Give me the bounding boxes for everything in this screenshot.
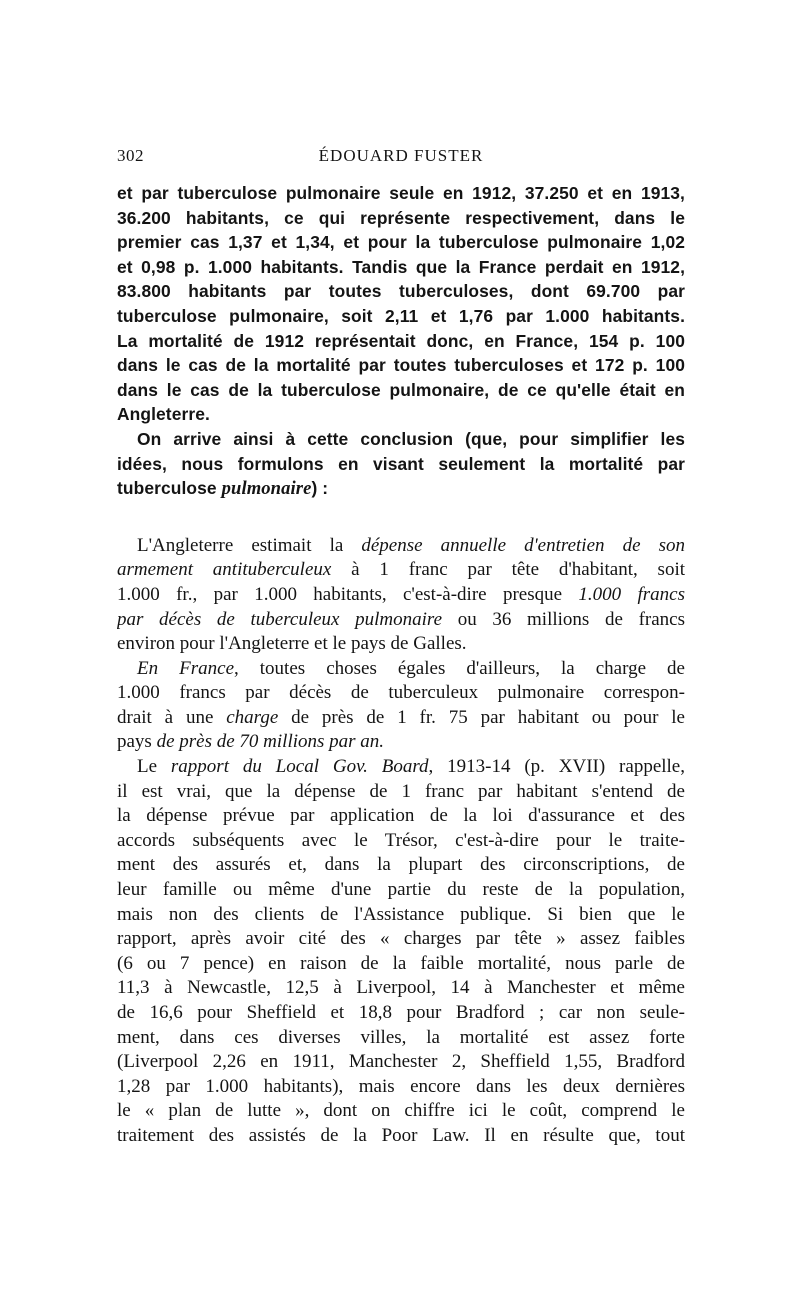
text-run: tuberculose bbox=[117, 478, 222, 499]
italic-run: 1.000 francs bbox=[578, 583, 685, 605]
italic-run: dépense annuelle d'entretien de son bbox=[361, 534, 685, 556]
text-line bbox=[117, 476, 685, 501]
text-line bbox=[117, 583, 685, 608]
text-line: (Liverpool 2,26 en 1911, Manchester 2, Sheffield 1,55, Bradford bbox=[117, 1051, 685, 1073]
section-gap bbox=[117, 501, 685, 534]
italic-run: armement antituberculeux bbox=[117, 559, 332, 581]
text-run: Le bbox=[137, 756, 171, 778]
text-line bbox=[117, 558, 685, 583]
text-line: 1,28 par 1.000 habitants), mais encore dans les deux dernières bbox=[117, 1075, 685, 1097]
text-line: idées, nous formulons en visant seulement la mortalité par bbox=[117, 453, 685, 474]
text-line: le « plan de lutte », dont on chiffre ici le coût, comprend le bbox=[117, 1100, 685, 1122]
text-line: leur famille ou même d'une partie du reste de la population, bbox=[117, 879, 685, 901]
text-line: rapport, après avoir cité des « charges par tête » assez faibles bbox=[117, 928, 685, 950]
text-line: ment des assurés et, dans la plupart des circonscriptions, de bbox=[117, 854, 685, 876]
italic-run: rapport du Local Gov. Board bbox=[170, 756, 429, 778]
text-line: Angleterre. bbox=[117, 404, 210, 425]
text-line: La mortalité de 1912 représentait donc, en France, 154 p. 100 bbox=[117, 330, 685, 351]
text-line: 11,3 à Newcastle, 12,5 à Liverpool, 14 à Manchester et même bbox=[117, 977, 685, 999]
page-header bbox=[117, 146, 685, 172]
italic-run: par décès de tuberculeux pulmonaire bbox=[117, 608, 443, 630]
text-run: L'Angleterre estimait la bbox=[137, 534, 362, 556]
section-regular-text bbox=[117, 534, 685, 1149]
text-line: et par tuberculose pulmonaire seule en 1912, 37.250 et en 1913, bbox=[117, 183, 685, 203]
text-line: On arrive ainsi à cette conclusion (que, pour simplifier les bbox=[137, 428, 685, 449]
text-line bbox=[117, 730, 685, 755]
page-body bbox=[117, 181, 685, 1149]
text-line: il est vrai, que la dépense de 1 franc par habitant s'entend de bbox=[117, 780, 685, 802]
text-run: , toutes choses égales d'ailleurs, la charge de bbox=[234, 657, 685, 679]
text-run: 1.000 fr., par 1.000 habitants, c'est-à-dire presque bbox=[117, 583, 579, 605]
text-line: environ pour l'Angleterre et le pays de Galles. bbox=[117, 633, 467, 655]
text-run: pays bbox=[117, 731, 157, 753]
text-run: ou 36 millions de francs bbox=[442, 608, 685, 630]
text-line: 1.000 francs par décès de tuberculeux pulmonaire correspon- bbox=[117, 682, 685, 704]
text-line bbox=[117, 657, 685, 682]
text-line: (6 ou 7 pence) en raison de la faible mortalité, nous parle de bbox=[117, 952, 685, 974]
text-line bbox=[117, 706, 685, 731]
text-line: et 0,98 p. 1.000 habitants. Tandis que la France perdait en 1912, bbox=[117, 256, 685, 277]
text-run: à 1 franc par tête d'habitant, soit bbox=[331, 559, 685, 581]
italic-run: pulmonaire bbox=[221, 478, 312, 500]
text-line bbox=[117, 755, 685, 780]
text-line: mais non des clients de l'Assistance publique. Si bien que le bbox=[117, 903, 685, 925]
text-line: de 16,6 pour Sheffield et 18,8 pour Bradford ; car non seule- bbox=[117, 1002, 685, 1023]
text-line: tuberculose pulmonaire, soit 2,11 et 1,76 par 1.000 habitants. bbox=[117, 305, 685, 326]
text-line: accords subséquents avec le Trésor, c'est-à-dire pour le traite- bbox=[117, 829, 685, 851]
text-line: la dépense prévue par application de la loi d'assurance et des bbox=[117, 805, 685, 827]
text-run: drait à une bbox=[117, 706, 227, 728]
running-title: ÉDOUARD FUSTER bbox=[318, 146, 484, 165]
italic-run: En France bbox=[137, 657, 234, 679]
text-line bbox=[117, 608, 685, 633]
page-number: 302 bbox=[117, 146, 144, 165]
italic-run: charge bbox=[226, 706, 279, 728]
text-line: 83.800 habitants par toutes tuberculoses, dont 69.700 par bbox=[117, 281, 685, 302]
text-line: dans le cas de la mortalité par toutes tuberculoses et 172 p. 100 bbox=[117, 355, 685, 376]
text-run: , 1913-14 (p. XVII) rappelle, bbox=[428, 756, 685, 778]
text-line: dans le cas de la tuberculose pulmonaire, de ce qu'elle était en bbox=[117, 379, 685, 400]
section-bold-text bbox=[117, 181, 685, 501]
text-run: de près de 1 fr. 75 par habitant ou pour le bbox=[278, 706, 685, 728]
text-line: 36.200 habitants, ce qui représente respectivement, dans le bbox=[117, 207, 685, 228]
italic-run: de près de 70 millions par an. bbox=[156, 731, 385, 753]
text-line bbox=[117, 534, 685, 559]
text-run: ) : bbox=[311, 478, 329, 499]
text-line: traitement des assistés de la Poor Law. Il en résulte que, tout bbox=[117, 1124, 685, 1146]
text-line: premier cas 1,37 et 1,34, et pour la tuberculose pulmonaire 1,02 bbox=[117, 232, 685, 253]
text-line: ment, dans ces diverses villes, la mortalité est assez forte bbox=[117, 1026, 685, 1048]
